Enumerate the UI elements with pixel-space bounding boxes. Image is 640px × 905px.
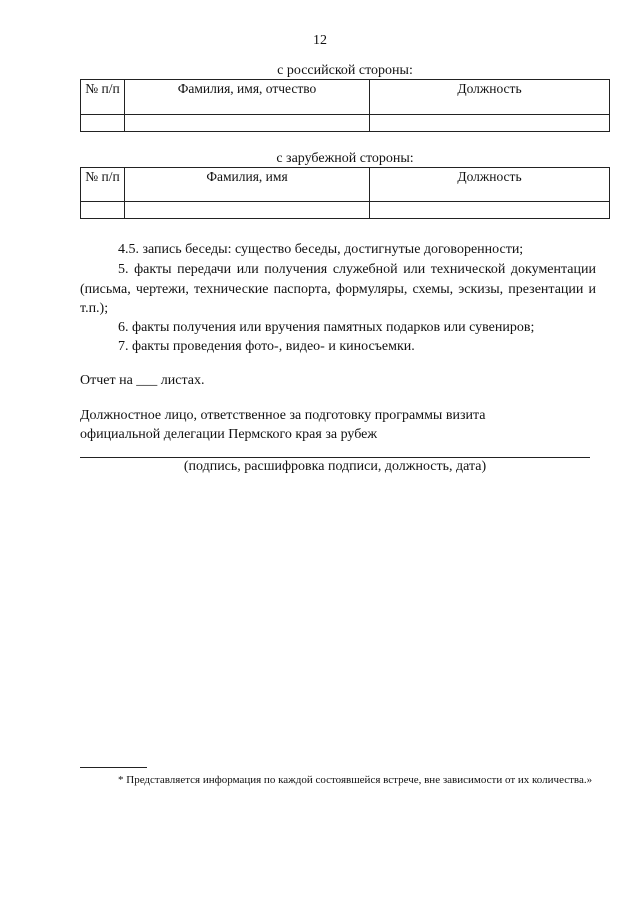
table-cell[interactable] (81, 202, 125, 219)
russian-side-caption: с российской стороны: (277, 63, 413, 78)
item-7: 7. факты проведения фото-, видео- и киносъемки. (118, 339, 415, 354)
table-row (81, 115, 610, 132)
footnote: * Представляется информация по каждой состоявшейся встрече, вне зависимости от их количества.» (118, 774, 593, 786)
header-number: № п/п (81, 80, 125, 115)
header-position: Должность (370, 80, 610, 115)
header-full-name: Фамилия, имя, отчество (125, 80, 370, 115)
table-row (81, 202, 610, 219)
header-number: № п/п (81, 168, 125, 202)
table-cell[interactable] (370, 202, 610, 219)
item-5: 5. факты передачи или получения служебной или технической документации (письма, чертежи, технические паспорта, формуляры, схемы, эскизы, презентации и т.п.); (80, 262, 596, 316)
page-number: 12 (313, 33, 327, 48)
foreign-side-caption: с зарубежной стороны: (276, 151, 414, 166)
table-cell[interactable] (370, 115, 610, 132)
signature-line[interactable] (80, 457, 590, 458)
item-4-5: 4.5. запись беседы: существо беседы, достигнутые договоренности; (118, 242, 524, 257)
table-cell[interactable] (125, 202, 370, 219)
header-name: Фамилия, имя (125, 168, 370, 202)
footnote-separator (80, 767, 147, 768)
item-6: 6. факты получения или вручения памятных подарков или сувениров; (118, 320, 535, 335)
table-header-row (81, 80, 610, 115)
table-header-row (81, 168, 610, 202)
report-pages-line: Отчет на ___ листах. (80, 373, 205, 388)
table-cell[interactable] (81, 115, 125, 132)
responsible-official-text: Должностное лицо, ответственное за подготовку программы визита официальной делегации Пермского края за рубеж (80, 408, 486, 442)
header-position: Должность (370, 168, 610, 202)
russian-participants-table (80, 79, 610, 132)
signature-caption: (подпись, расшифровка подписи, должность, дата) (183, 459, 487, 474)
foreign-participants-table (80, 167, 610, 219)
table-cell[interactable] (125, 115, 370, 132)
